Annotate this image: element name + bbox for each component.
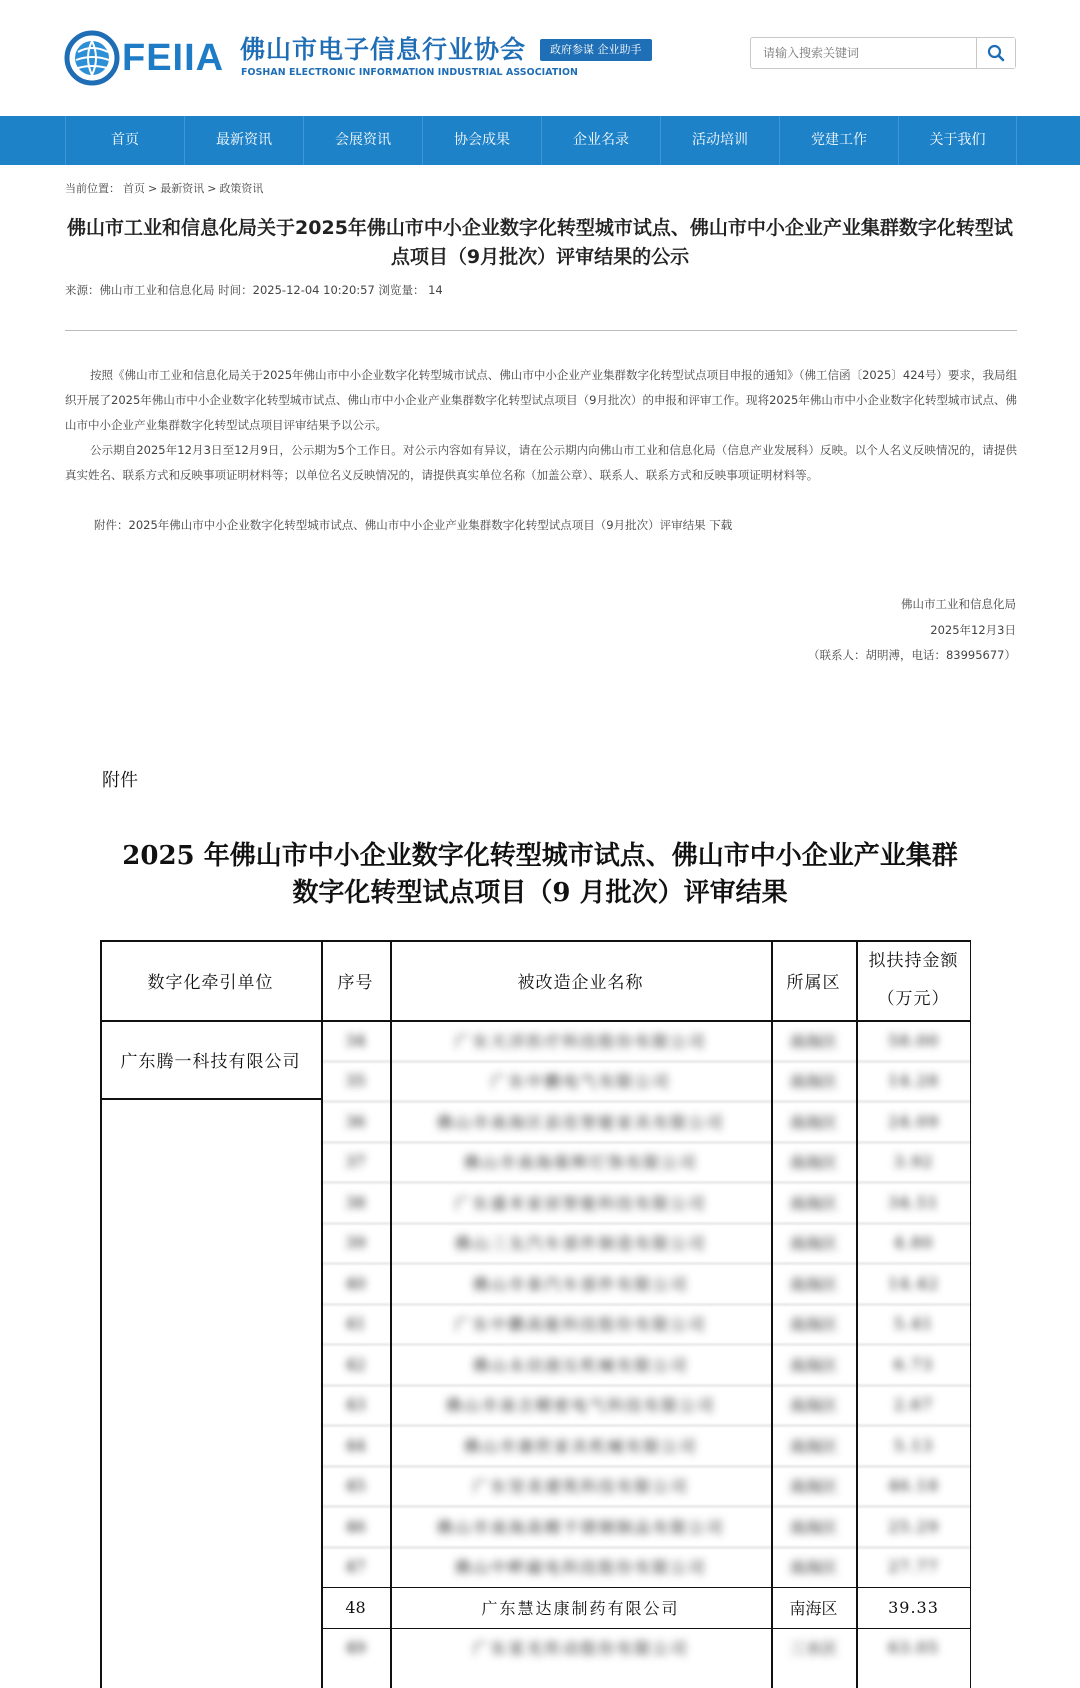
column-header-no: 序号: [337, 972, 374, 993]
row-line: [321, 1466, 971, 1467]
company-name: 佛山中畔磁电科技股份有限公司: [454, 1558, 707, 1578]
row-number: 38: [345, 1192, 366, 1212]
search-icon: [987, 44, 1005, 62]
row-number: 46: [345, 1516, 366, 1536]
column-header-company: 被改造企业名称: [517, 972, 644, 993]
download-link[interactable]: 下载: [709, 518, 733, 532]
globe-logo-icon[interactable]: [64, 30, 124, 86]
district: 南海区: [789, 1477, 838, 1497]
row-number: 42: [345, 1354, 366, 1374]
document-label: 附件: [102, 770, 138, 791]
amount: 39.33: [888, 1597, 939, 1617]
company-name: 佛山永田液压机械有限公司: [472, 1355, 689, 1375]
row-line: [321, 1263, 971, 1264]
sign-date: 2025年12月3日: [930, 623, 1016, 637]
company-name: 广东星光传动股份有限公司: [472, 1639, 689, 1659]
breadcrumb-prefix: 当前位置：: [65, 182, 120, 195]
row-number: 35: [345, 1071, 366, 1091]
district: 南海区: [789, 1558, 838, 1578]
nav-item-party-work[interactable]: 党建工作: [779, 116, 898, 165]
table-border-top: [100, 940, 971, 942]
amount: 2.67: [893, 1395, 934, 1415]
row-number: 41: [345, 1314, 366, 1334]
article-paragraph-2: 公示期自2025年12月3日至12月9日，公示期为5个工作日。对公示内容如有异议，请在公示期内向佛山市工业和信息化局（信息产业发展科）反映。以个人名义反映情况的，请提供真实姓名、联系方式和反映事项证明材料等；以单位名义反映情况的，请提供真实单位名称（加盖公章）、联系人、联系方式和反映事项证明材料等。: [65, 443, 1017, 482]
article-title: 佛山市工业和信息化局关于2025年佛山市中小企业数字化转型城市试点、佛山市中小企业产业集群数字化转型试点项目（9月批次）评审结果的公示: [67, 217, 1013, 268]
search-input[interactable]: [751, 38, 979, 68]
district: 南海区: [789, 1315, 838, 1335]
amount: 5.13: [893, 1435, 934, 1455]
row-number: 37: [345, 1152, 366, 1172]
company-name: 佛山市南吉精密电气科技有限公司: [445, 1396, 716, 1416]
district: 南海区: [789, 1072, 838, 1092]
nav-item-latest-news[interactable]: 最新资讯: [184, 116, 303, 165]
document-title-line-1: 2025 年佛山市中小企业数字化转型城市试点、佛山市中小企业产业集群: [122, 841, 958, 871]
nav-item-exhibition-news[interactable]: 会展资讯: [303, 116, 422, 165]
column-header-district: 所属区: [786, 972, 841, 993]
nav-item-training[interactable]: 活动培训: [660, 116, 779, 165]
lead-unit-bottom-line: [100, 1098, 321, 1100]
amount: 25.29: [888, 1516, 939, 1536]
document-title: [80, 838, 1000, 912]
table-column-line: [321, 940, 323, 1688]
nav-item-home[interactable]: 首页: [65, 116, 184, 165]
amount: 14.42: [888, 1273, 939, 1293]
sign-contact: （联系人：胡明溥，电话：83995677）: [807, 648, 1016, 662]
row-number: 36: [345, 1111, 366, 1131]
row-line: [321, 1344, 971, 1345]
row-line: [321, 1304, 971, 1305]
amount: 27.77: [888, 1557, 939, 1577]
row-number: 47: [345, 1557, 366, 1577]
row-line: [321, 1506, 971, 1507]
breadcrumb-item-policy[interactable]: 政策资讯: [219, 182, 264, 195]
district: 南海区: [789, 1274, 838, 1294]
breadcrumb-separator: >: [148, 182, 158, 195]
table-border-left: [100, 940, 102, 1688]
row-number: 43: [345, 1395, 366, 1415]
main-nav: [0, 116, 1080, 165]
district: 南海区: [789, 1436, 838, 1456]
district: 南海区: [789, 1153, 838, 1173]
district: 南海区: [789, 1234, 838, 1254]
district: 南海区: [789, 1193, 838, 1213]
amount: 46.18: [888, 1476, 939, 1496]
breadcrumb-item-home[interactable]: 首页: [123, 182, 145, 195]
document-title-line-2: 数字化转型试点项目（9 月批次）评审结果: [292, 878, 788, 908]
company-name: 广东慧达康制药有限公司: [481, 1598, 680, 1618]
row-number: 39: [345, 1233, 366, 1253]
district: 南海区: [789, 1396, 838, 1416]
amount: 5.41: [893, 1314, 934, 1334]
district: 南海区: [789, 1112, 838, 1132]
table-column-line: [856, 940, 858, 1688]
row-number: 34: [345, 1030, 366, 1050]
attachment-line: [94, 517, 732, 533]
lead-unit-cell: 广东腾一科技有限公司: [120, 1051, 301, 1072]
row-number: 44: [345, 1435, 366, 1455]
amount: 6.73: [893, 1354, 934, 1374]
table-column-line: [970, 940, 972, 1688]
company-name: 佛山市康欣家具机械有限公司: [463, 1436, 698, 1456]
row-number: 45: [345, 1476, 366, 1496]
nav-item-directory[interactable]: 企业名录: [541, 116, 660, 165]
nav-item-about[interactable]: 关于我们: [898, 116, 1017, 165]
slogan-badge: 政府参谋 企业助手: [540, 39, 652, 61]
amount: 24.09: [888, 1111, 939, 1131]
breadcrumb: [65, 180, 266, 196]
breadcrumb-separator: >: [207, 182, 217, 195]
breadcrumb-item-latest[interactable]: 最新资讯: [160, 182, 205, 195]
row-number: 48: [345, 1597, 366, 1617]
company-name: 广东天洋医疗科技股份有限公司: [454, 1031, 707, 1051]
row-number: 40: [345, 1273, 366, 1293]
attachment-text: 附件：2025年佛山市中小企业数字化转型城市试点、佛山市中小企业产业集群数字化转型试点项目（9月批次）评审结果: [94, 518, 706, 532]
district: 南海区: [789, 1517, 838, 1537]
site-name-cn[interactable]: 佛山市电子信息行业协会: [240, 35, 527, 64]
district: 南海区: [789, 1031, 838, 1051]
company-name: 佛山三友汽车部件制造有限公司: [454, 1234, 707, 1254]
amount: 14.28: [888, 1071, 939, 1091]
company-name: 佛山市南海葆辉灯饰有限公司: [463, 1153, 698, 1173]
row-line: [321, 1547, 971, 1548]
district: 南海区: [789, 1598, 838, 1618]
row-line: [321, 1223, 971, 1224]
district: 三水区: [789, 1639, 838, 1659]
row-line: [321, 1101, 971, 1102]
site-header: [0, 0, 1080, 116]
row-number: 49: [345, 1638, 366, 1658]
row-line: [321, 1142, 971, 1143]
column-header-amount: 拟扶持金额（万元）: [868, 951, 959, 1009]
amount: 63.05: [888, 1638, 939, 1658]
row-line: [321, 1587, 971, 1588]
nav-item-achievements[interactable]: 协会成果: [422, 116, 541, 165]
table-column-line: [771, 940, 773, 1688]
table-header-line: [100, 1020, 971, 1022]
company-name: 广东中鹏电气有限公司: [490, 1072, 671, 1092]
table-column-line: [390, 940, 392, 1688]
column-header-lead-unit: 数字化牵引单位: [147, 972, 274, 993]
company-name: 佛山市泰汽车部件有限公司: [472, 1274, 689, 1294]
site-name-en: FOSHAN ELECTRONIC INFORMATION INDUSTRIAL ASSOCIATION: [241, 67, 578, 78]
search-box: [750, 37, 1016, 69]
row-line: [321, 1385, 971, 1386]
amount: 58.00: [888, 1030, 939, 1050]
row-line: [321, 1061, 971, 1062]
amount: 34.51: [888, 1192, 939, 1212]
row-line: [321, 1425, 971, 1426]
article-paragraph-1: 按照《佛山市工业和信息化局关于2025年佛山市中小企业数字化转型城市试点、佛山市中小企业产业集群数字化转型试点项目申报的通知》（佛工信函〔2025〕424号）要求，我局组织开展了2025年佛山市中小企业数字化转型城市试点、佛山市中小企业产业集群数字化转型试点项目（9月批次）的申报和评审工作。现将2025年佛山市中小企业数字化转型城市试点、佛山市中小企业产业集群数字化转型试点项目评审结果予以公示。: [65, 368, 1017, 432]
row-line: [321, 1182, 971, 1183]
row-line: [321, 1628, 971, 1629]
amount: 3.92: [893, 1152, 934, 1172]
company-name: 广东中鹏高能科技股份有限公司: [454, 1315, 707, 1335]
company-name: 佛山市南海高精不锈钢制品有限公司: [436, 1517, 725, 1537]
sign-org: 佛山市工业和信息化局: [901, 597, 1016, 611]
company-name: 广东盛米家居智能科技有限公司: [454, 1193, 707, 1213]
logo-wordmark: FEIIA: [122, 37, 225, 79]
district: 南海区: [789, 1355, 838, 1375]
amount: 4.80: [893, 1233, 934, 1253]
company-name: 广东坚美建筑科技有限公司: [472, 1477, 689, 1497]
article-meta: 来源：佛山市工业和信息化局 时间：2025-12-04 10:20:57 浏览量： 14: [65, 283, 443, 297]
divider: [65, 330, 1017, 331]
company-name: 佛山市南海区县佳智能家具有限公司: [436, 1112, 725, 1132]
search-button[interactable]: [976, 38, 1015, 68]
